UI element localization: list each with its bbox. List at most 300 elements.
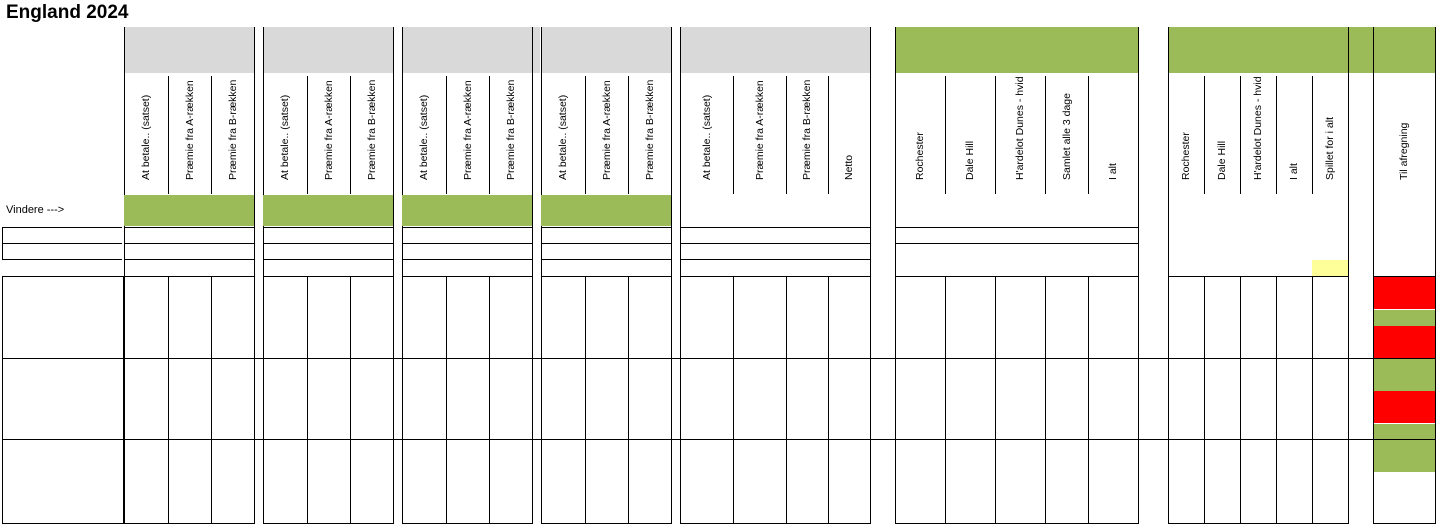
grid-line [870, 27, 871, 524]
column-label [263, 76, 307, 194]
cell-value [945, 424, 995, 440]
cell-value [458, 375, 489, 391]
cell-value [688, 456, 733, 472]
cell-value [945, 440, 995, 456]
cell-value [1045, 407, 1088, 423]
column-label-text: I alt [1288, 163, 1300, 180]
cell-value [319, 310, 350, 326]
grid-line [541, 523, 672, 524]
cell-value [733, 342, 786, 358]
grid-line [2, 523, 123, 524]
cell-value [319, 293, 350, 309]
column-label [350, 76, 393, 194]
column-label [307, 76, 350, 194]
cell-value [995, 456, 1045, 472]
cell-value [180, 359, 211, 375]
cell-value [1045, 342, 1088, 358]
settlement-value [1374, 359, 1435, 375]
cell-value [1312, 440, 1348, 456]
grid-line [263, 523, 394, 524]
column-label-text: At betale.. (satset) [700, 94, 713, 180]
cell-value [1312, 277, 1348, 293]
spillet-value [1088, 228, 1138, 244]
cell-value [1168, 310, 1204, 326]
cell-value [688, 391, 733, 407]
cell-value [1045, 424, 1088, 440]
cell-value [895, 424, 945, 440]
spillet-value [733, 228, 786, 244]
settlement-value [1374, 310, 1435, 326]
cell-value [1168, 375, 1204, 391]
grid-line [168, 276, 169, 524]
cell-value [733, 359, 786, 375]
cell-value [733, 391, 786, 407]
cell-value [1204, 326, 1240, 342]
cell-value [688, 359, 733, 375]
cell-value [733, 326, 786, 342]
grid-line [1168, 523, 1349, 524]
cell-value [1088, 342, 1138, 358]
column-label [1276, 76, 1312, 194]
cell-value [995, 342, 1045, 358]
spillet-value [1045, 228, 1088, 244]
column-label-text: Præmie fra B-rækken [504, 79, 517, 180]
spillet-value [446, 228, 489, 244]
grid-line [1088, 276, 1089, 524]
cell-value [136, 293, 168, 309]
cell-value [275, 326, 307, 342]
cell-value [275, 277, 307, 293]
settlement-value [1374, 277, 1435, 293]
cell-value [553, 424, 585, 440]
cell-value [1240, 359, 1276, 375]
grid-line [350, 76, 351, 194]
cell-value [1168, 391, 1204, 407]
cell-value [1168, 342, 1204, 358]
cell-value [414, 326, 446, 342]
settlement-value [1374, 375, 1435, 391]
column-label-text: Rochester [914, 132, 926, 180]
grid-line [786, 276, 787, 524]
spillet-value [585, 228, 628, 244]
cell-value [1168, 424, 1204, 440]
grid-line [945, 76, 946, 194]
cell-value [1168, 293, 1204, 309]
cell-value [319, 359, 350, 375]
grid-line [1312, 76, 1313, 194]
grid-line [945, 276, 946, 524]
cell-value [275, 293, 307, 309]
cell-value [895, 407, 945, 423]
cell-value [136, 342, 168, 358]
cell-value [1204, 342, 1240, 358]
cell-value [319, 440, 350, 456]
column-label-text: Netto [843, 154, 855, 180]
cell-value [1088, 277, 1138, 293]
cell-value [895, 391, 945, 407]
cell-value [1045, 359, 1088, 375]
cell-value [319, 277, 350, 293]
cell-value [597, 359, 628, 375]
cell-value [1168, 326, 1204, 342]
cell-value [597, 407, 628, 423]
grid-line [733, 276, 734, 524]
cell-value [553, 310, 585, 326]
cell-value [995, 277, 1045, 293]
cell-value [136, 277, 168, 293]
cell-value [275, 391, 307, 407]
cell-value [688, 440, 733, 456]
cell-value [1276, 456, 1312, 472]
spillet-value [263, 228, 307, 244]
cell-value [995, 375, 1045, 391]
cell-value [733, 310, 786, 326]
grid-line [995, 276, 996, 524]
column-label [489, 76, 532, 194]
grid-line [124, 276, 254, 277]
cell-value [180, 407, 211, 423]
cell-value [1088, 456, 1138, 472]
cell-value [828, 391, 866, 407]
grid-line [628, 76, 629, 194]
cell-value [1204, 310, 1240, 326]
cell-value [275, 407, 307, 423]
cell-value [1276, 359, 1312, 375]
cell-value [945, 342, 995, 358]
column-label [628, 76, 671, 194]
grid-line [211, 76, 212, 194]
group-header-5 [895, 27, 1138, 73]
cell-value [553, 440, 585, 456]
cell-value [1312, 326, 1348, 342]
cell-value [895, 326, 945, 342]
column-label-text: At betale.. (satset) [140, 94, 152, 180]
spillet-value [995, 228, 1045, 244]
column-label-text: Samlet alle 3 dage [1060, 93, 1073, 180]
column-label-text: H'ardelot Dunes - hvid [1014, 76, 1026, 180]
column-label-text: Præmie fra B-rækken [226, 79, 239, 180]
cell-value [945, 310, 995, 326]
grid-line [585, 276, 586, 524]
settlement-value [1374, 456, 1435, 472]
cell-value [1312, 342, 1348, 358]
cell-value [1088, 359, 1138, 375]
cell-value [553, 326, 585, 342]
cell-value [1045, 456, 1088, 472]
prize-total [1204, 260, 1240, 276]
cell-value [597, 456, 628, 472]
grid-line [680, 276, 870, 277]
cell-value [688, 424, 733, 440]
column-label-text: Præmie fra A-rækken [322, 80, 335, 180]
grid-line [393, 27, 394, 524]
cell-value [1276, 326, 1312, 342]
cell-value [828, 342, 866, 358]
cell-value [828, 407, 866, 423]
cell-value [458, 440, 489, 456]
column-label [786, 76, 828, 194]
grid-line [2, 243, 122, 244]
cell-value [995, 391, 1045, 407]
cell-value [1240, 310, 1276, 326]
grid-line [680, 523, 871, 524]
cell-value [1312, 424, 1348, 440]
cell-value [995, 440, 1045, 456]
column-label-text: Præmie fra B-rækken [643, 79, 656, 180]
prize-total [1240, 260, 1276, 276]
cell-value [319, 456, 350, 472]
cell-value [733, 293, 786, 309]
settlement-value [1374, 293, 1435, 309]
spillet-value [945, 228, 995, 244]
grid-line [350, 276, 351, 524]
cell-value [1204, 293, 1240, 309]
column-label [446, 76, 489, 194]
cell-value [1312, 293, 1348, 309]
cell-value [180, 277, 211, 293]
cell-value [995, 310, 1045, 326]
cell-value [414, 424, 446, 440]
grid-line [532, 27, 533, 524]
column-label-text: At betale.. (satset) [418, 94, 430, 180]
cell-value [458, 391, 489, 407]
cell-value [1240, 424, 1276, 440]
cell-value [597, 440, 628, 456]
cell-value [553, 277, 585, 293]
cell-value [895, 375, 945, 391]
grid-line [2, 439, 1435, 440]
grid-line [628, 276, 629, 524]
grid-line [895, 276, 1138, 277]
cell-value [1240, 277, 1276, 293]
cell-value [1045, 310, 1088, 326]
cell-value [828, 375, 866, 391]
cell-value [733, 277, 786, 293]
grid-line [1373, 523, 1436, 524]
cell-value [458, 407, 489, 423]
grid-line [123, 276, 124, 524]
cell-value [1045, 277, 1088, 293]
cell-value [275, 310, 307, 326]
cell-value [136, 424, 168, 440]
grid-line [995, 76, 996, 194]
column-label [680, 76, 733, 194]
grid-line [828, 76, 829, 194]
cell-value [553, 293, 585, 309]
column-label-text: Dale Hill [964, 140, 976, 180]
antal-value [585, 244, 628, 260]
cell-value [688, 293, 733, 309]
cell-value [995, 359, 1045, 375]
group-header-2 [402, 27, 540, 73]
cell-value [1312, 310, 1348, 326]
cell-value [688, 277, 733, 293]
cell-value [414, 293, 446, 309]
column-label-text: Præmie fra A-rækken [183, 80, 196, 180]
cell-value [1045, 375, 1088, 391]
cell-value [945, 375, 995, 391]
sheet-title: England 2024 [6, 2, 129, 23]
cell-value [414, 456, 446, 472]
cell-value [1276, 391, 1312, 407]
spillet-value [895, 228, 945, 244]
group-header-3 [541, 27, 671, 73]
cell-value [1276, 424, 1312, 440]
column-label [541, 76, 585, 194]
prize-total [1312, 260, 1348, 276]
cell-value [180, 391, 211, 407]
column-label-text: H'ardelot Dunes - hvid [1252, 76, 1264, 180]
cell-value [1088, 407, 1138, 423]
cell-value [995, 424, 1045, 440]
cell-value [895, 342, 945, 358]
cell-value [553, 375, 585, 391]
spillet-value [124, 228, 168, 244]
cell-value [180, 440, 211, 456]
cell-value [688, 375, 733, 391]
cell-value [136, 440, 168, 456]
grid-line [828, 276, 829, 524]
cell-value [1204, 277, 1240, 293]
cell-value [180, 293, 211, 309]
cell-value [597, 375, 628, 391]
cell-value [828, 277, 866, 293]
spillet-value [307, 228, 350, 244]
cell-value [733, 456, 786, 472]
cell-value [1168, 407, 1204, 423]
grid-line [2, 276, 3, 524]
cell-value [136, 456, 168, 472]
column-label-text: Spillet for i alt [1324, 116, 1336, 180]
cell-value [1312, 375, 1348, 391]
cell-value [1045, 326, 1088, 342]
group-header-4 [680, 27, 870, 73]
cell-value [275, 440, 307, 456]
winner-banner [541, 195, 671, 226]
cell-value [414, 375, 446, 391]
cell-value [895, 310, 945, 326]
cell-value [458, 293, 489, 309]
cell-value [275, 424, 307, 440]
cell-value [1240, 293, 1276, 309]
cell-value [1088, 293, 1138, 309]
cell-value [945, 359, 995, 375]
cell-value [828, 440, 866, 456]
column-label-text: Præmie fra A-rækken [753, 80, 766, 180]
grid-line [1204, 276, 1205, 524]
column-label [1168, 76, 1204, 194]
cell-value [597, 277, 628, 293]
cell-value [275, 342, 307, 358]
grid-line [2, 227, 122, 228]
cell-value [1088, 310, 1138, 326]
grid-line [1312, 276, 1313, 524]
grid-line [1045, 76, 1046, 194]
winner-banner [402, 195, 532, 226]
grid-line [671, 27, 672, 524]
cell-value [1204, 359, 1240, 375]
cell-value [1240, 342, 1276, 358]
grid-line [2, 227, 3, 260]
cell-value [1088, 424, 1138, 440]
settlement-value [1374, 407, 1435, 423]
cell-value [1276, 293, 1312, 309]
column-label-text: Til afregning [1398, 122, 1410, 180]
winners-label: Vindere ---> [6, 204, 65, 216]
cell-value [553, 407, 585, 423]
cell-value [1276, 277, 1312, 293]
cell-value [1204, 440, 1240, 456]
grid-line [124, 523, 255, 524]
cell-value [275, 359, 307, 375]
settlement-value [1374, 326, 1435, 342]
cell-value [458, 310, 489, 326]
cell-value [895, 440, 945, 456]
cell-value [1204, 407, 1240, 423]
cell-value [180, 342, 211, 358]
cell-value [1168, 277, 1204, 293]
grid-line [446, 276, 447, 524]
antal-value [733, 244, 786, 260]
grid-line [1348, 27, 1349, 524]
cell-value [458, 359, 489, 375]
cell-value [1312, 456, 1348, 472]
cell-value [180, 456, 211, 472]
spillet-value [168, 228, 211, 244]
cell-value [136, 326, 168, 342]
cell-value [597, 424, 628, 440]
cell-value [995, 407, 1045, 423]
column-label [733, 76, 786, 194]
cell-value [733, 424, 786, 440]
column-label [1204, 76, 1240, 194]
grid-line [489, 76, 490, 194]
column-label [1088, 76, 1138, 194]
grid-line [1045, 276, 1046, 524]
grid-line [489, 276, 490, 524]
antal-value [168, 244, 211, 260]
grid-line [1276, 76, 1277, 194]
cell-value [458, 277, 489, 293]
cell-value [945, 391, 995, 407]
cell-value [319, 424, 350, 440]
cell-value [688, 342, 733, 358]
column-label [124, 76, 168, 194]
settlement-value [1374, 440, 1435, 456]
column-label-text: At betale.. (satset) [279, 94, 291, 180]
cell-value [136, 407, 168, 423]
cell-value [1240, 456, 1276, 472]
cell-value [1276, 342, 1312, 358]
cell-value [136, 375, 168, 391]
cell-value [414, 342, 446, 358]
cell-value [1312, 407, 1348, 423]
cell-value [1088, 440, 1138, 456]
column-label [828, 76, 870, 194]
winner-banner [263, 195, 393, 226]
column-label [402, 76, 446, 194]
cell-value [597, 310, 628, 326]
cell-value [1204, 456, 1240, 472]
cell-value [733, 375, 786, 391]
column-label [585, 76, 628, 194]
cell-value [828, 456, 866, 472]
column-label [1373, 76, 1435, 194]
grid-line [254, 27, 255, 524]
cell-value [1276, 407, 1312, 423]
cell-value [180, 310, 211, 326]
prize-total [1276, 260, 1312, 276]
